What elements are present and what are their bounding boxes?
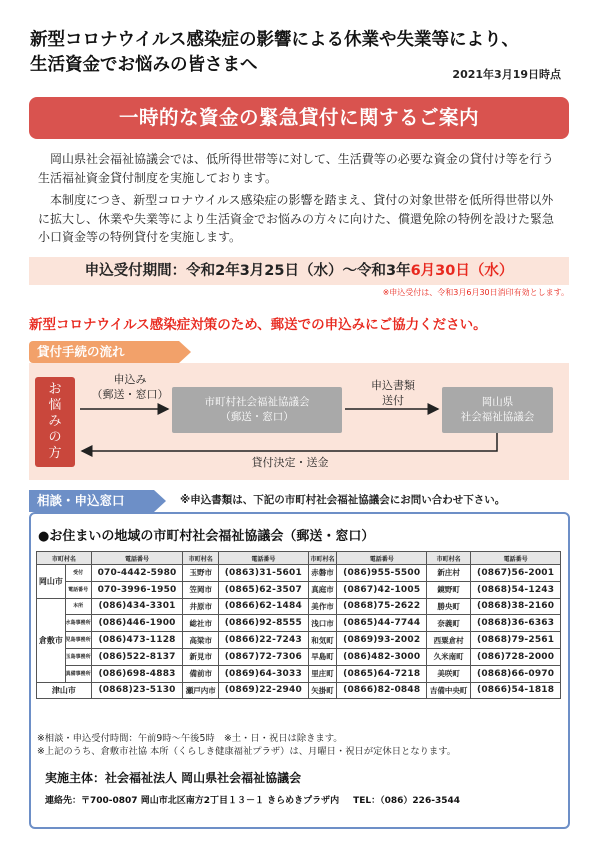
col-header: 電話番号 [471, 552, 561, 565]
applicant-char: み [48, 414, 62, 429]
tel-cell: (0869)93-2002 [337, 632, 427, 649]
contact-section-tag: 相談・申込窓口 [29, 490, 154, 512]
city-cell: 津山市 [37, 682, 92, 699]
council-contact-table [36, 551, 561, 699]
headline-line-2: 生活資金でお悩みの皆さまへ [30, 55, 258, 75]
city-cell: 笠岡市 [183, 581, 219, 598]
tel-cell: (086)473-1128 [91, 632, 183, 649]
office-cell: 玉島事務所 [65, 648, 91, 665]
city-cell: 和気町 [308, 632, 337, 649]
application-period [29, 257, 569, 285]
closed-day-note: ※上記のうち、倉敷市社協 本所（くらしき健康福祉プラザ）は、月曜日・祝日が定休日となります。 [37, 746, 457, 757]
col-header: 市町村名 [37, 552, 92, 565]
city-cell: 真庭市 [308, 581, 337, 598]
city-cell: 岡山市 [37, 565, 66, 599]
city-cell: 西粟倉村 [427, 632, 471, 649]
tel-cell: (0868)54-1243 [471, 581, 561, 598]
city-cell: 久米南町 [427, 648, 471, 665]
col-header: 市町村名 [427, 552, 471, 565]
contact-title: ●お住まいの地域の市町村社会福祉協議会（郵送・窓口） [38, 529, 375, 544]
address-text: 連絡先：〒700-0807 岡山市北区南方2丁目１３－１ きらめきプラザ内 [45, 796, 340, 806]
operator-name: 実施主体：社会福祉法人 岡山県社会福祉協議会 [45, 771, 302, 785]
step1-label-line2: （郵送・窓口） [91, 388, 169, 401]
city-cell: 総社市 [183, 615, 219, 632]
intro-paragraph-1: 岡山県社会福祉協議会では、低所得世帯等に対して、生活費等の必要な資金の貸付け等を行う生活福祉資金貸付制度を実施しております。 [38, 152, 554, 185]
step2-label [348, 378, 438, 408]
table-header-row [37, 552, 561, 565]
office-cell: 電話番号 [65, 581, 91, 598]
office-cell: 受付 [65, 565, 91, 582]
applicant-char: 方 [48, 446, 62, 461]
city-cell: 矢掛町 [308, 682, 337, 699]
tel-cell: (0868)23-5130 [91, 682, 183, 699]
city-cell: 井原市 [183, 598, 219, 615]
flow-section-tag: 貸付手続の流れ [29, 341, 179, 363]
step2-label-line1: 申込書類 [371, 379, 415, 392]
phone-number: TEL：（086）226-3544 [353, 796, 460, 806]
prefecture-council-box [442, 387, 553, 433]
municipal-council-line1: 市町村社会福祉協議会 [204, 396, 310, 408]
tel-cell: (0868)79-2561 [471, 632, 561, 649]
table-row [37, 598, 561, 615]
applicant-char: 悩 [48, 398, 62, 413]
city-cell: 倉敷市 [37, 598, 66, 682]
period-box [29, 257, 569, 285]
city-cell: 奈義町 [427, 615, 471, 632]
period-end-date: 6月30日（水） [410, 263, 514, 279]
office-cell: 本所 [65, 598, 91, 615]
table-row [37, 565, 561, 582]
prefecture-council-line1: 岡山県 [481, 396, 514, 408]
city-cell: 高梁市 [183, 632, 219, 649]
municipal-council-line2: （郵送・窓口） [220, 411, 294, 423]
step2-label-line2: 送付 [382, 394, 404, 407]
table-row [37, 632, 561, 649]
tel-cell: (0869)64-3033 [218, 665, 308, 682]
office-cell: 児島事務所 [65, 632, 91, 649]
applicant-char: お [48, 382, 62, 397]
applicant-text-source [0, 0, 1, 1]
tel-cell: (086)482-3000 [337, 648, 427, 665]
tel-cell: (0868)38-2160 [471, 598, 561, 615]
tel-cell: (0866)62-1484 [218, 598, 308, 615]
city-cell: 里庄町 [308, 665, 337, 682]
municipal-council-box [172, 387, 342, 433]
tel-cell: (0863)31-5601 [218, 565, 308, 582]
as-of-date: 2021年3月19日時点 [452, 68, 561, 81]
return-label: 貸付決定・送金 [251, 456, 329, 469]
prefecture-council-line2: 社会福祉協議会 [460, 411, 535, 423]
city-cell: 新見市 [183, 648, 219, 665]
applicant-char: の [48, 430, 62, 445]
contact-inquiry-note: ※申込書類は、下記の市町村社会福祉協議会にお問い合わせ下さい。 [180, 494, 506, 506]
postmark-note: ※申込受付は、令和3月6月30日消印有効とします。 [382, 288, 569, 297]
period-prefix: 申込受付期間：令和2年3月25日（水）～令和3年 [84, 263, 411, 279]
tel-cell: (086)446-1900 [91, 615, 183, 632]
city-cell: 新庄村 [427, 565, 471, 582]
tel-cell: (0869)22-2940 [218, 682, 308, 699]
table-row [37, 648, 561, 665]
city-cell: 美咲町 [427, 665, 471, 682]
tel-cell: (0866)82-0848 [337, 682, 427, 699]
city-cell: 勝央町 [427, 598, 471, 615]
tel-cell: (0866)54-1818 [471, 682, 561, 699]
contact-address [45, 793, 460, 806]
tel-cell: (0868)66-0970 [471, 665, 561, 682]
city-cell: 美作市 [308, 598, 337, 615]
city-cell: 鏡野町 [427, 581, 471, 598]
hours-note: ※相談・申込受付時間：午前9時～午後5時 ※土・日・祝日は除きます。 [37, 733, 343, 744]
tel-cell: (0867)72-7306 [218, 648, 308, 665]
table-row [37, 682, 561, 699]
tel-cell: (0867)56-2001 [471, 565, 561, 582]
city-cell: 赤磐市 [308, 565, 337, 582]
city-cell: 玉野市 [183, 565, 219, 582]
tel-cell: (0865)64-7218 [337, 665, 427, 682]
city-cell: 瀬戸内市 [183, 682, 219, 699]
tel-cell: 070-4442-5980 [91, 565, 183, 582]
tel-cell: 070-3996-1950 [91, 581, 183, 598]
col-header: 電話番号 [91, 552, 183, 565]
col-header: 電話番号 [218, 552, 308, 565]
applicant-label [35, 382, 75, 462]
tel-cell: (0865)62-3507 [218, 581, 308, 598]
contact-tag-arrow [154, 490, 166, 512]
col-header: 電話番号 [337, 552, 427, 565]
city-cell: 浅口市 [308, 615, 337, 632]
covid-mail-note: 新型コロナウイルス感染症対策のため、郵送での申込みにご協力ください。 [29, 317, 487, 333]
table-row [37, 665, 561, 682]
tel-cell: (0866)22-7243 [218, 632, 308, 649]
col-header: 市町村名 [183, 552, 219, 565]
tel-cell: (086)698-4883 [91, 665, 183, 682]
step1-label [90, 372, 170, 402]
intro-paragraph-2: 本制度につき、新型コロナウイルス感染症の影響を踏まえ、貸付の対象世帯を低所得世帯以外に拡大し、休業や失業等により生活資金でお悩みの方々に向けた、償還免除の特例を設けた緊急小口資金等の特例貸付を実施します。 [38, 193, 555, 244]
tel-cell: (086)728-2000 [471, 648, 561, 665]
headline-line-1: 新型コロナウイルス感染症の影響による休業や失業等により、 [30, 30, 519, 50]
city-cell: 備前市 [183, 665, 219, 682]
table-row [37, 615, 561, 632]
tel-cell: (0868)36-6363 [471, 615, 561, 632]
tel-cell: (086)434-3301 [91, 598, 183, 615]
applicant-box [35, 377, 75, 467]
table-row [37, 581, 561, 598]
office-cell: 真備事務所 [65, 665, 91, 682]
col-header: 市町村名 [308, 552, 337, 565]
flow-tag-arrow [179, 341, 191, 363]
tel-cell: (0868)75-2622 [337, 598, 427, 615]
tel-cell: (0865)44-7744 [337, 615, 427, 632]
tel-cell: (0867)42-1005 [337, 581, 427, 598]
office-cell: 水島事務所 [65, 615, 91, 632]
tel-cell: (086)955-5500 [337, 565, 427, 582]
tel-cell: (0866)92-8555 [218, 615, 308, 632]
tel-cell: (086)522-8137 [91, 648, 183, 665]
city-cell: 吉備中央町 [427, 682, 471, 699]
title-banner: 一時的な資金の緊急貸付に関するご案内 [29, 97, 569, 139]
city-cell: 早島町 [308, 648, 337, 665]
step1-label-line1: 申込み [113, 373, 147, 386]
